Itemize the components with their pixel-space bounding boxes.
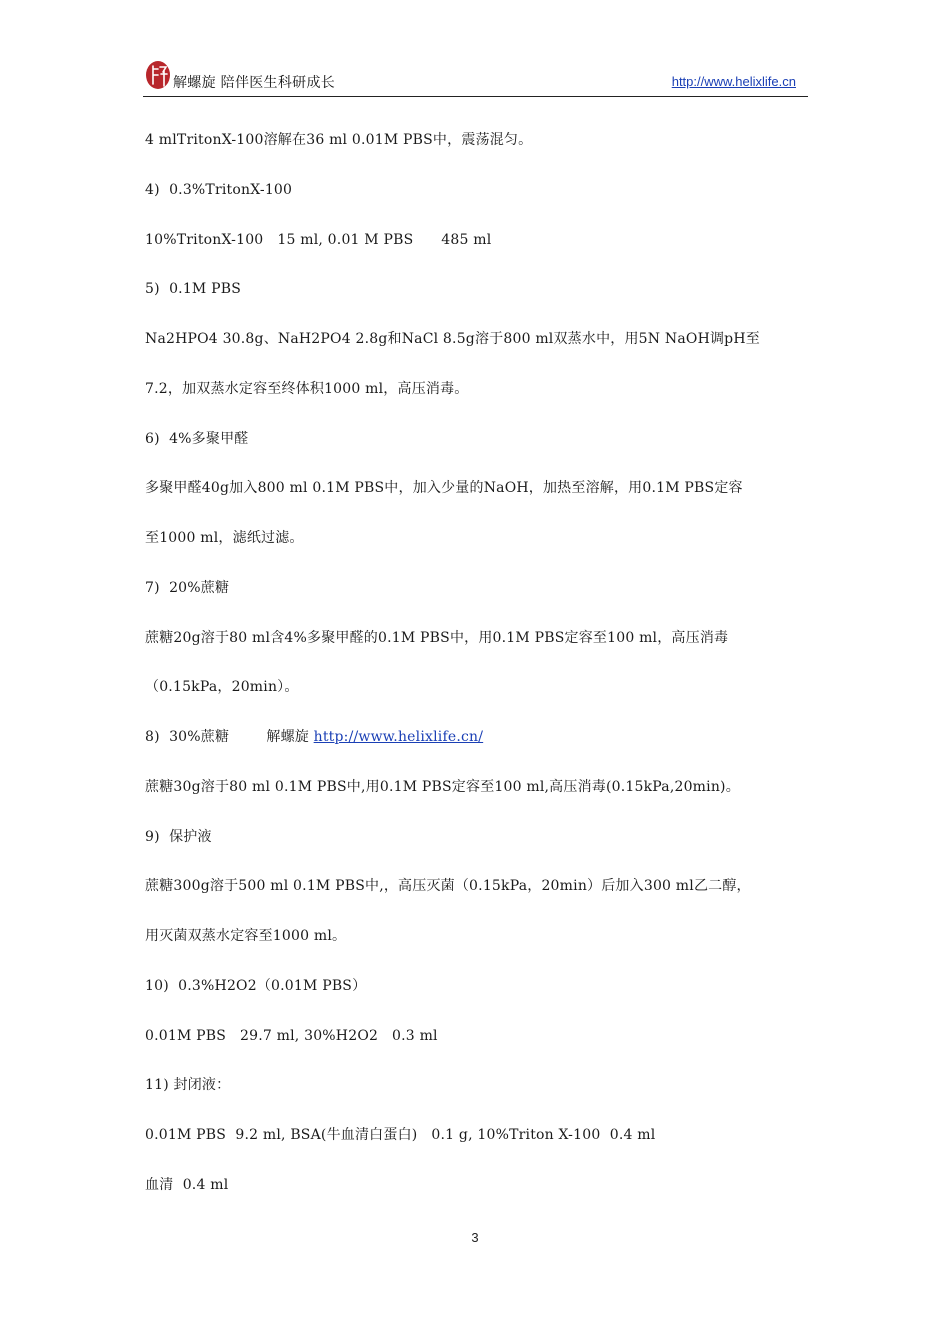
section-heading-11: 11) 封闭液： [145,1077,231,1094]
section-heading-9: 9) 保护液 [145,828,212,845]
section-heading-5: 5) 0.1M PBS [145,281,242,298]
body-line: 至1000 ml，滤纸过滤。 [145,530,304,546]
body-line: 7.2，加双蒸水定容至终体积1000 ml，高压消毒。 [145,380,469,397]
header-site-link[interactable]: http://www.helixlife.cn [671,74,796,89]
section-heading-10: 10) 0.3%H2O2（0.01M PBS） [145,977,367,994]
page-number: 3 [471,1230,479,1245]
body-line: 4 mlTritonX-100溶解在36 ml 0.01M PBS中，震荡混匀。 [145,132,533,148]
document-body [145,126,810,1221]
body-line: 10%TritonX-100 15 ml, 0.01 M PBS 485 ml [145,231,492,248]
section-heading-8-text: 8) 30%蔗糖 解螺旋 [145,729,314,745]
section-heading-8 [145,723,810,773]
body-line: 蔗糖20g溶于80 ml含4%多聚甲醛的0.1M PBS中，用0.1M PBS定容至100 ml，高压消毒 [145,629,729,646]
section-heading-4: 4) 0.3%TritonX-100 [145,181,293,198]
helix-logo-icon [145,60,171,90]
section-heading-6: 6) 4%多聚甲醛 [145,430,249,447]
body-line: 0.01M PBS 29.7 ml, 30%H2O2 0.3 ml [145,1027,438,1044]
body-line: 蔗糖30g溶于80 ml 0.1M PBS中,用0.1M PBS定容至100 ml,高压消毒(0.15kPa,20min)。 [145,778,740,795]
body-line: Na2HPO4 30.8g、NaH2PO4 2.8g和NaCl 8.5g溶于800 ml双蒸水中，用5N NaOH调pH至 [145,331,760,347]
body-line: 0.01M PBS 9.2 ml, BSA(牛血清白蛋白) 0.1 g, 10%Triton X-100 0.4 ml [145,1127,656,1143]
page-header [143,60,808,97]
brand-tagline: 解螺旋 陪伴医生科研成长 [173,75,336,91]
body-line: （0.15kPa，20min）。 [145,679,299,696]
body-line: 多聚甲醛40g加入800 ml 0.1M PBS中，加入少量的NaOH，加热至溶解，用0.1M PBS定容 [145,480,743,497]
body-line: 血清 0.4 ml [145,1176,229,1193]
body-line: 蔗糖300g溶于500 ml 0.1M PBS中,，高压灭菌（0.15kPa，20min）后加入300 ml乙二醇， [145,878,751,895]
section-heading-7: 7) 20%蔗糖 [145,579,230,596]
body-line: 用灭菌双蒸水定容至1000 ml。 [145,928,347,944]
helixlife-link[interactable]: http://www.helixlife.cn/ [313,729,484,745]
